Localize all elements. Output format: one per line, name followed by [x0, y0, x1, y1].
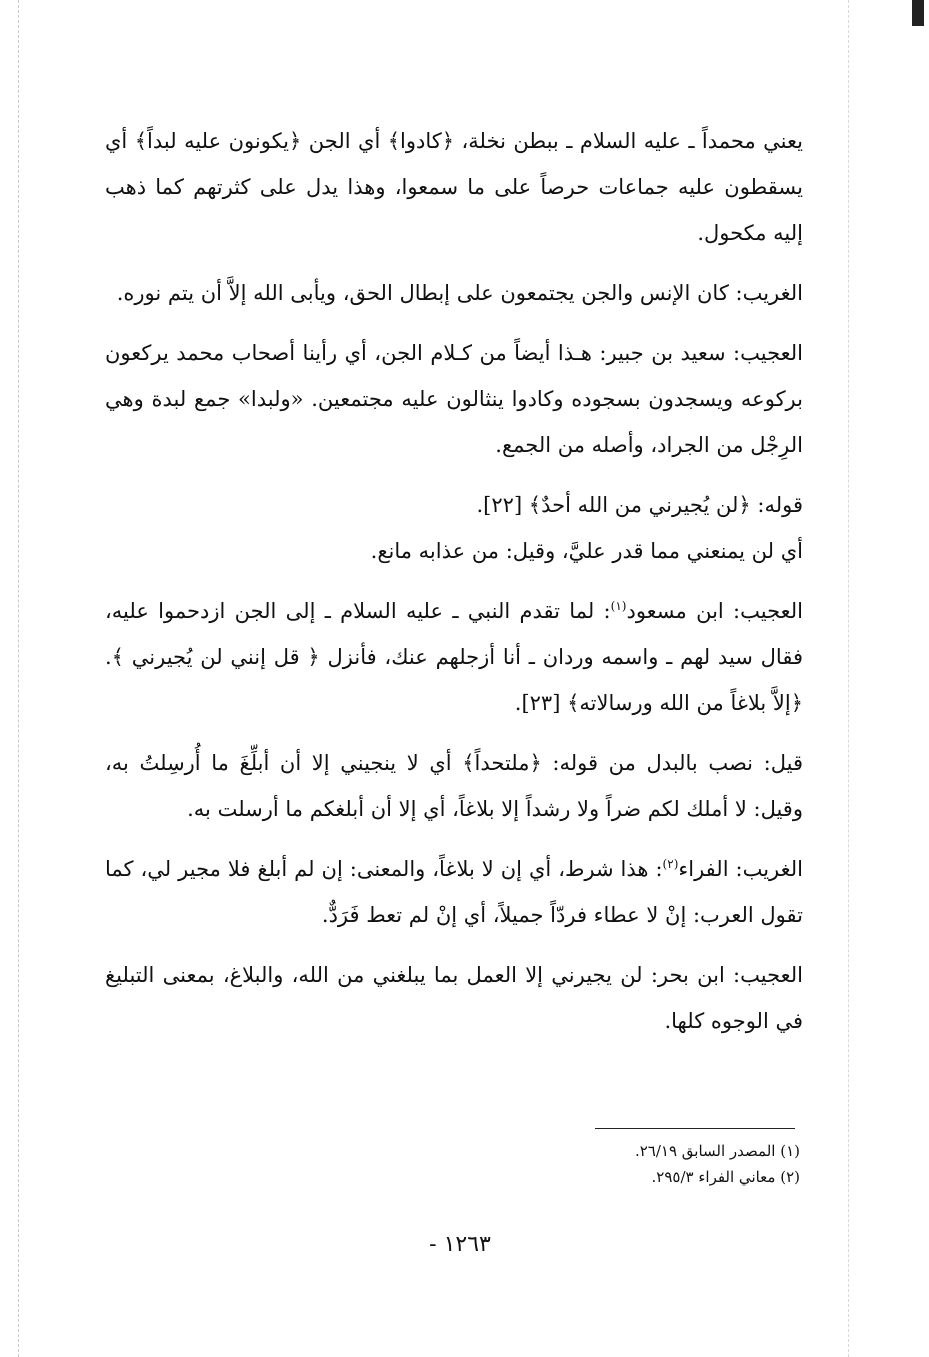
- paragraph-farra: [105, 846, 803, 938]
- verse-explanation-line: أي لن يمنعني مما قدر عليَّ، وقيل: من عذابه مانع.: [370, 539, 803, 563]
- footnote-ref-1: (١): [610, 599, 627, 613]
- farra-text: : هذا شرط، أي إن لا بلاغاً، والمعنى: إن لم أبلغ فلا مجير لي، كما تقول العرب: إنْ لا عطاء فردّاً جميلاً، أي إنْ لم تعط فَرَدٌّ.: [105, 857, 803, 927]
- paragraph-ibn-bahr: العجيب: ابن بحر: لن يجيرني إلا العمل بما يبلغني من الله، والبلاغ، بمعنى التبليغ في الوجوه كلها.: [105, 963, 803, 1033]
- farra-label: الغريب: الفراء: [678, 857, 803, 881]
- footnote-ref-2: (٢): [662, 857, 679, 871]
- footnote-separator: [595, 1128, 795, 1129]
- scan-corner-mark: [912, 0, 924, 26]
- paragraph-qila-badal: قيل: نصب بالبدل من قوله: ﴿ملتحداً﴾ أي لا ينجيني إلا أن أبلِّغَ ما أُرسِلتُ به، وقيل: لا أملك لكم ضراً ولا رشداً إلا بلاغاً، أي إلا أن أبلغكم ما أرسلت به.: [105, 751, 803, 821]
- paragraph-ajib-said: العجيب: سعيد بن جبير: هـذا أيضاً من كـلام الجن، أي رأينا أصحاب محمد يركعون بركوعه ويسجدون بسجوده وكادوا ينثالون عليه مجتمعين. «ولبدا» جمع لبدة وهي الرِجْل من الجراد، وأصله من الجمع.: [105, 341, 803, 457]
- ibn-masud-label: العجيب: ابن مسعود: [626, 599, 804, 623]
- paragraph-kaadu: يعني محمداً ـ عليه السلام ـ ببطن نخلة، ﴿كادوا﴾ أي الجن ﴿يكونون عليه لبداً﴾ أي يسقطون عليه جماعات حرصاً على ما سمعوا، وهذا يدل على كثرتهم كما ذهب إليه مكحول.: [105, 129, 803, 245]
- footnotes: [560, 1138, 800, 1190]
- page-edge-line-left: [18, 0, 19, 1357]
- main-text: [105, 118, 803, 1058]
- footnote-1: (١) المصدر السابق ٢٦/١٩.: [634, 1142, 800, 1160]
- page-edge-line-right: [848, 0, 849, 1357]
- paragraph-ibn-masud: [105, 588, 803, 726]
- paragraph-gharib-ins-jinn: الغريب: كان الإنس والجن يجتمعون على إبطال الحق، ويأبى الله إلاَّ أن يتم نوره.: [116, 281, 803, 305]
- ibn-masud-text: : لما تقدم النبي ـ عليه السلام ـ إلى الجن ازدحموا عليه، فقال سيد لهم ـ واسمه وردان ـ أنا أزجلهم عنك، فأنزل ﴿ قل إنني لن يُجيرني ﴾. ﴿إلاَّ بلاغاً من الله ورسالاته﴾ [٢٣].: [105, 599, 803, 715]
- page-number: - ١٢٦٣: [429, 1232, 491, 1257]
- verse-quote-line: قوله: ﴿لن يُجيرني من الله أحدٌ﴾ [٢٢].: [476, 493, 803, 517]
- footnote-2: (٢) معاني الفراء ٢٩٥/٣.: [651, 1168, 800, 1186]
